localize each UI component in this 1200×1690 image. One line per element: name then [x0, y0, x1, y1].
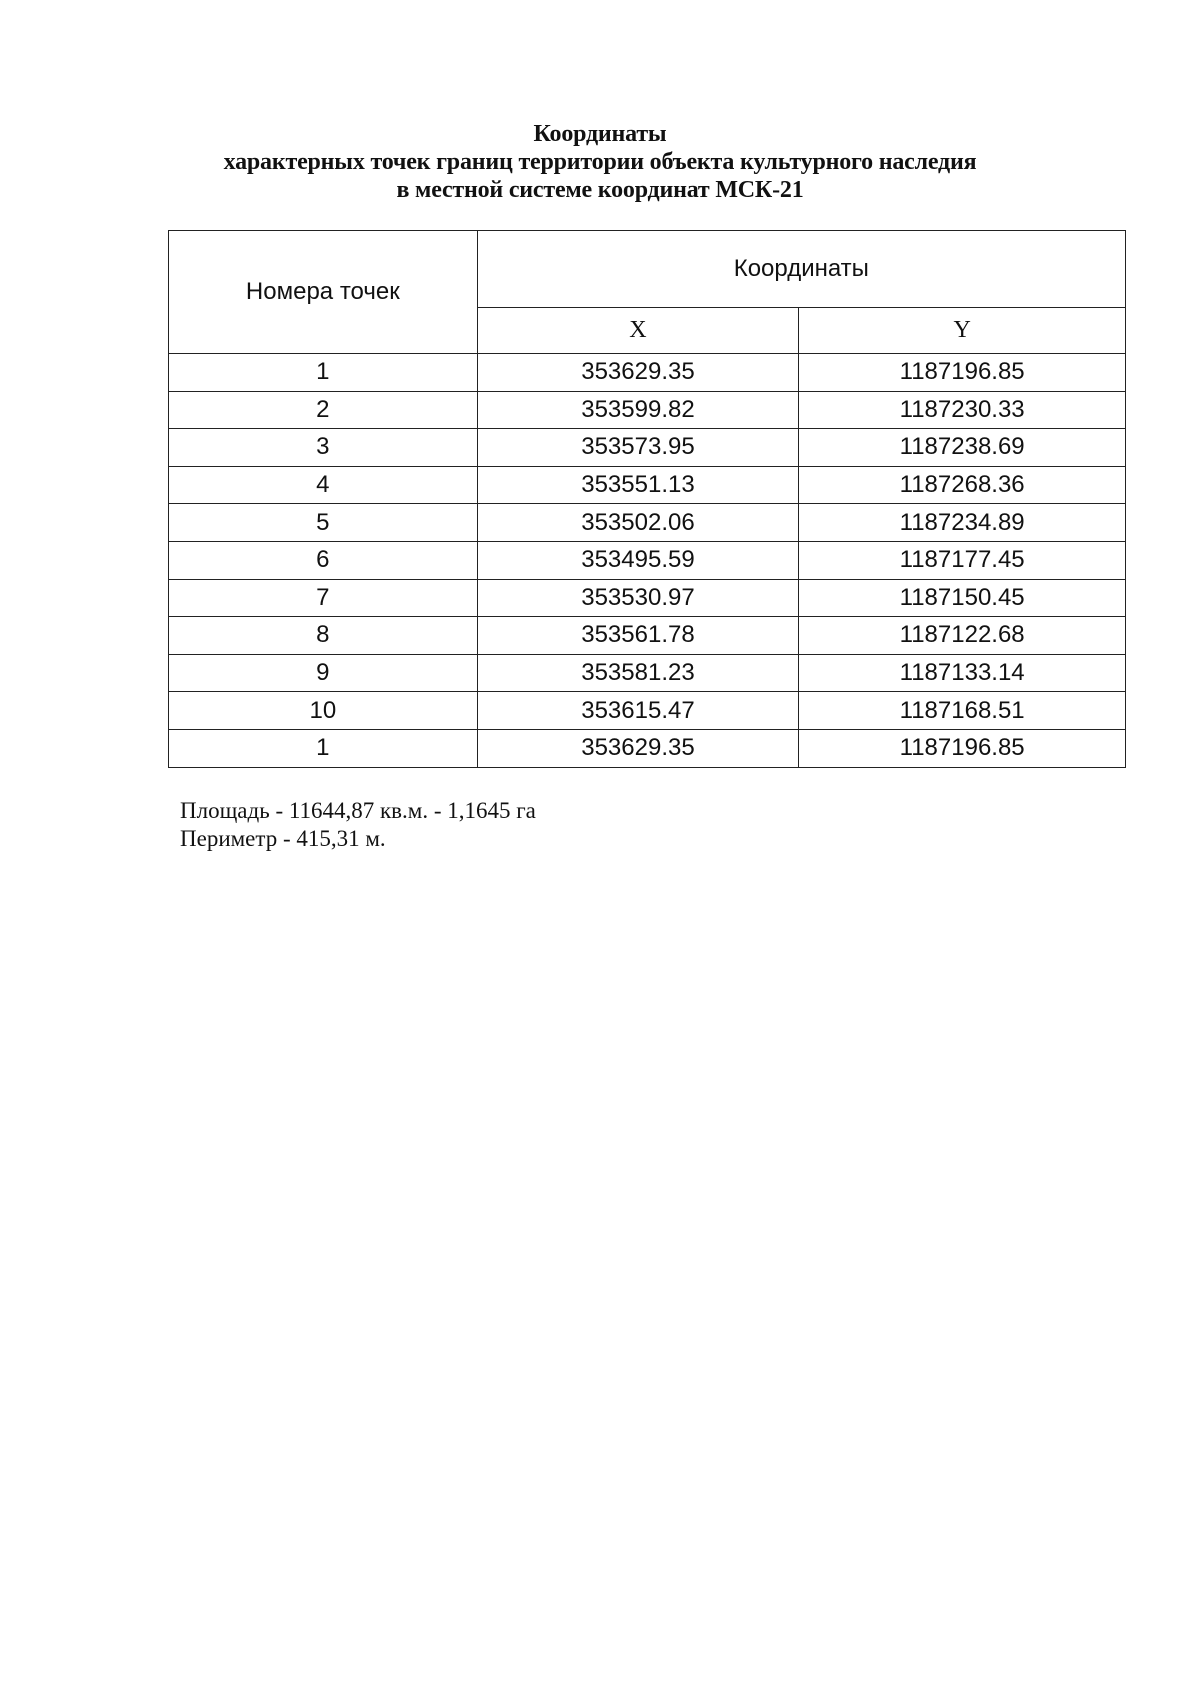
y-coordinate-cell: 1187133.14: [799, 654, 1126, 692]
point-number-cell: 6: [169, 541, 478, 579]
x-coordinate-cell: 353581.23: [477, 654, 799, 692]
header-point-numbers: Номера точек: [169, 231, 478, 354]
y-coordinate-cell: 1187196.85: [799, 354, 1126, 392]
x-coordinate-cell: 353599.82: [477, 391, 799, 429]
point-number-cell: 10: [169, 692, 478, 730]
point-number-cell: 9: [169, 654, 478, 692]
table-row: [169, 729, 1126, 767]
table-row: [169, 692, 1126, 730]
header-y: Y: [799, 308, 1126, 354]
title-line-1: Координаты: [533, 121, 667, 147]
x-coordinate-cell: 353629.35: [477, 729, 799, 767]
x-coordinate-cell: 353629.35: [477, 354, 799, 392]
point-number-cell: 3: [169, 429, 478, 467]
coordinates-table: [168, 230, 1126, 768]
point-number-cell: 1: [169, 354, 478, 392]
header-coordinates: Координаты: [477, 231, 1125, 308]
y-coordinate-cell: 1187238.69: [799, 429, 1126, 467]
y-coordinate-cell: 1187268.36: [799, 466, 1126, 504]
y-coordinate-cell: 1187230.33: [799, 391, 1126, 429]
y-coordinate-cell: 1187168.51: [799, 692, 1126, 730]
point-number-cell: 2: [169, 391, 478, 429]
point-number-cell: 1: [169, 729, 478, 767]
title-line-2: характерных точек границ территории объекта культурного наследия: [223, 149, 977, 175]
y-coordinate-cell: 1187150.45: [799, 579, 1126, 617]
y-coordinate-cell: 1187196.85: [799, 729, 1126, 767]
table-header-row: [169, 231, 1126, 308]
y-coordinate-cell: 1187234.89: [799, 504, 1126, 542]
table-row: [169, 354, 1126, 392]
document-title: [0, 120, 1200, 204]
point-number-cell: 7: [169, 579, 478, 617]
title-line-3: в местной системе координат МСК-21: [396, 177, 804, 203]
table-row: [169, 429, 1126, 467]
y-coordinate-cell: 1187177.45: [799, 541, 1126, 579]
x-coordinate-cell: 353495.59: [477, 541, 799, 579]
x-coordinate-cell: 353551.13: [477, 466, 799, 504]
table-body: [169, 354, 1126, 768]
table-row: [169, 391, 1126, 429]
summary-block: [180, 797, 536, 853]
point-number-cell: 4: [169, 466, 478, 504]
table-row: [169, 466, 1126, 504]
point-number-cell: 8: [169, 617, 478, 655]
table-row: [169, 654, 1126, 692]
x-coordinate-cell: 353573.95: [477, 429, 799, 467]
table-row: [169, 579, 1126, 617]
y-coordinate-cell: 1187122.68: [799, 617, 1126, 655]
x-coordinate-cell: 353530.97: [477, 579, 799, 617]
perimeter-text: Периметр - 415,31 м.: [180, 826, 386, 851]
point-number-cell: 5: [169, 504, 478, 542]
x-coordinate-cell: 353615.47: [477, 692, 799, 730]
x-coordinate-cell: 353502.06: [477, 504, 799, 542]
table-row: [169, 541, 1126, 579]
table-row: [169, 504, 1126, 542]
area-text: Площадь - 11644,87 кв.м. - 1,1645 га: [180, 798, 536, 823]
x-coordinate-cell: 353561.78: [477, 617, 799, 655]
table-row: [169, 617, 1126, 655]
header-x: X: [477, 308, 799, 354]
